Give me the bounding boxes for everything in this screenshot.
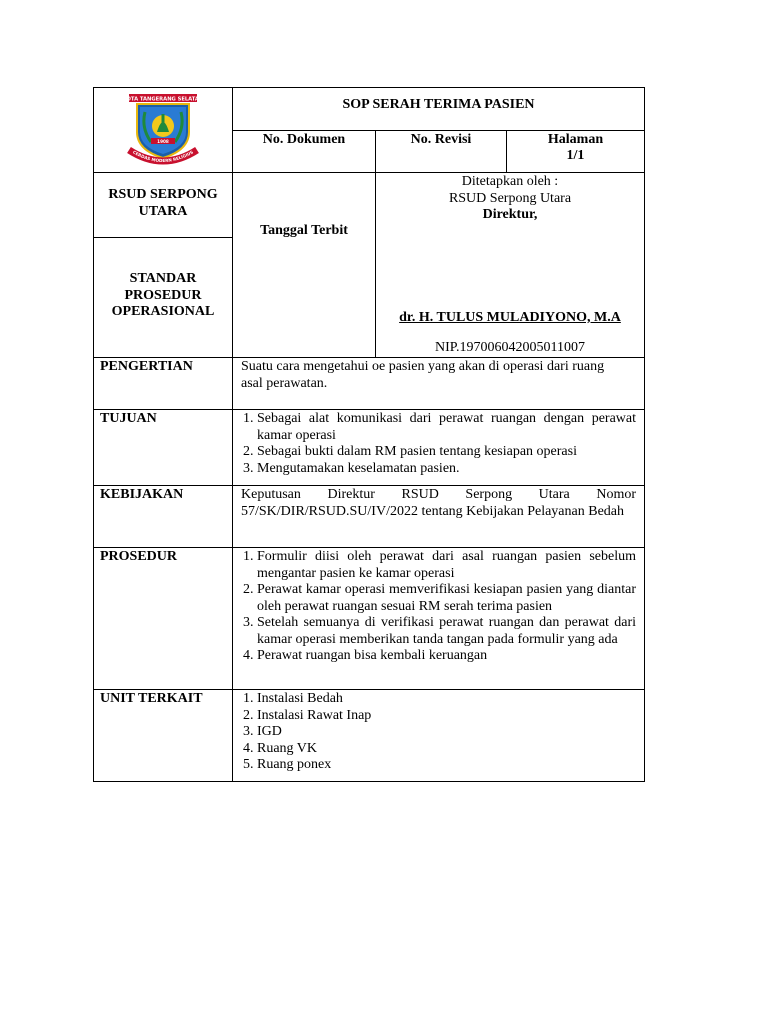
list-item: 2. Sebagai bukti dalam RM pasien tentang kesiapan operasi [257,444,636,461]
no-revisi-header: No. Revisi [376,130,507,173]
ditetapkan-oleh: Ditetapkan oleh : [461,174,559,189]
list-item: 1. Sebagai alat komunikasi dari perawat ruangan dengan perawat kamar operasi [257,411,636,444]
list-item: 4. Perawat ruangan bisa kembali keruangan [257,648,636,665]
director-name: dr. H. TULUS MULADIYONO, M.A [399,309,621,325]
signature-block [376,173,645,358]
list-item: 2. Instalasi Rawat Inap [257,708,636,725]
list-item: 2. Perawat kamar operasi memverifikasi kesiapan pasien yang diantar oleh perawat ruangan sesuai RM serah terima pasien [257,582,636,615]
pengertian-line-1: Suatu cara mengetahui oe pasien yang akan di operasi dari ruang [241,359,605,374]
unit-terkait-list [241,691,636,774]
prosedur-label: PROSEDUR [94,548,233,690]
halaman-label: Halaman [547,131,604,147]
doc-type: STANDAR PROSEDUR OPERASIONAL [94,238,233,358]
list-item: 3. IGD [257,724,636,741]
director-title: Direktur, [482,207,538,222]
list-item: 1. Instalasi Bedah [257,691,636,708]
list-item: 3. Setelah semuanya di verifikasi perawat ruangan dan perawat dari kamar operasi memberikan tanda tangan pada formulir yang ada [257,615,636,648]
unit-terkait-label: UNIT TERKAIT [94,690,233,782]
list-item: 1. Formulir diisi oleh perawat dari asal ruangan pasien sebelum mengantar pasien ke kamar operasi [257,549,636,582]
logo-cell [94,88,233,173]
pengertian-label: PENGERTIAN [94,358,233,410]
hospital-name: RSUD SERPONG UTARA [94,173,233,238]
no-dokumen-header: No. Dokumen [233,130,376,173]
tujuan-list [241,411,636,477]
tanggal-terbit-label: Tanggal Terbit [233,173,376,358]
sop-title: SOP SERAH TERIMA PASIEN [233,88,645,131]
kebijakan-text: Keputusan Direktur RSUD Serpong Utara Nomor 57/SK/DIR/RSUD.SU/IV/2022 tentang Kebijakan Pelayanan Bedah [233,486,645,548]
city-emblem-logo [123,92,203,168]
ditetapkan-org: RSUD Serpong Utara [448,190,572,206]
kebijakan-label: KEBIJAKAN [94,486,233,548]
halaman-header [507,130,645,173]
sop-table [93,87,645,782]
halaman-value: 1/1 [566,148,585,163]
svg-text:1908: 1908 [157,138,169,144]
tujuan-label: TUJUAN [94,410,233,486]
svg-text:KOTA TANGERANG SELATAN: KOTA TANGERANG SELATAN [123,96,203,103]
list-item: 5. Ruang ponex [257,757,636,774]
tujuan-list-cell [233,410,645,486]
svg-text:CERDAS MODERN RELIGIUS: CERDAS MODERN RELIGIUS [132,149,194,164]
director-nip: NIP.197006042005011007 [435,340,585,355]
unit-terkait-list-cell [233,690,645,782]
list-item: 4. Ruang VK [257,741,636,758]
prosedur-list [241,549,636,665]
pengertian-line-2: asal perawatan. [241,375,328,391]
prosedur-list-cell [233,548,645,690]
list-item: 3. Mengutamakan keselamatan pasien. [257,461,636,478]
pengertian-text [233,358,645,410]
